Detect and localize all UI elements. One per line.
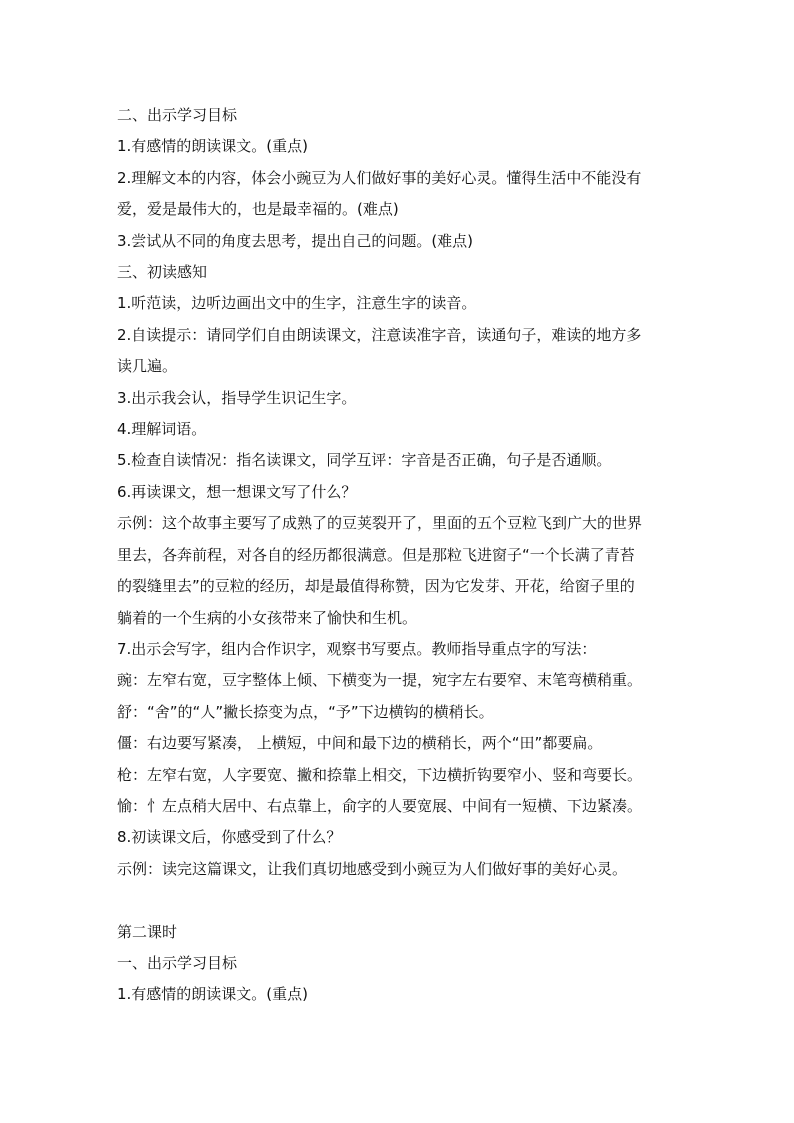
text-line: 豌：左窄右宽，豆字整体上倾、下横变为一提，宛字左右要窄、末笔弯横稍重。	[117, 671, 643, 690]
text-line: 示例：这个故事主要写了成熟了的豆荚裂开了，里面的五个豆粒飞到广大的世界	[117, 514, 643, 533]
text-line: 1.有感情的朗读课文。(重点)	[117, 985, 309, 1004]
text-line: 爱，爱是最伟大的，也是最幸福的。(难点)	[117, 200, 399, 219]
text-line: 2.理解文本的内容，体会小豌豆为人们做好事的美好心灵。懂得生活中不能没有	[117, 168, 642, 187]
text-line: 舒：“舍”的“人”撇长捺变为点，“予”下边横钩的横稍长。	[117, 702, 494, 721]
text-line: 读几遍。	[117, 357, 178, 376]
text-line: 里去，各奔前程，对各自的经历都很满意。但是那粒飞进窗子“一个长满了青苔	[117, 545, 635, 564]
blank-line	[117, 885, 677, 916]
text-line: 枪：左窄右宽，人字要宽、撇和捺靠上相交，下边横折钩要窄小、竖和弯要长。	[117, 765, 643, 784]
text-line: 3.尝试从不同的角度去思考，提出自己的问题。(难点)	[117, 231, 474, 250]
text-line: 僵：右边要写紧凑， 上横短，中间和最下边的横稍长，两个“田”都要扁。	[117, 734, 603, 753]
text-line: 8.初读课文后，你感受到了什么？	[117, 828, 342, 847]
section-heading: 二、出示学习目标	[117, 106, 238, 124]
document-body	[117, 100, 677, 1011]
text-line: 6.再读课文，想一想课文写了什么？	[117, 482, 357, 501]
text-line: 5.检查自读情况：指名读课文，同学互评：字音是否正确，句子是否通顺。	[117, 451, 612, 470]
text-line: 4.理解词语。	[117, 420, 207, 439]
section-heading: 一、出示学习目标	[117, 953, 238, 972]
section-heading: 三、初读感知	[117, 263, 208, 282]
text-line: 示例：读完这篇课文，让我们真切地感受到小豌豆为人们做好事的美好心灵。	[117, 859, 628, 878]
text-line: 1.听范读，边听边画出文中的生字，注意生字的读音。	[117, 294, 477, 313]
lesson-heading: 第二课时	[117, 922, 178, 941]
text-line: 7.出示会写字，组内合作识字，观察书写要点。教师指导重点字的写法：	[117, 639, 597, 658]
text-line: 3.出示我会认，指导学生识记生字。	[117, 388, 357, 407]
text-line: 躺着的一个生病的小女孩带来了愉快和生机。	[117, 608, 418, 627]
text-line: 1.有感情的朗读课文。(重点)	[117, 137, 309, 156]
text-line: 2.自读提示：请同学们自由朗读课文，注意读准字音，读通句子，难读的地方多	[117, 325, 642, 344]
text-line: 愉：忄左点稍大居中、右点靠上，俞字的人要宽展、中间有一短横、下边紧凑。	[117, 796, 643, 815]
text-line: 的裂缝里去”的豆粒的经历，却是最值得称赞，因为它发芽、开花，给窗子里的	[117, 577, 635, 596]
